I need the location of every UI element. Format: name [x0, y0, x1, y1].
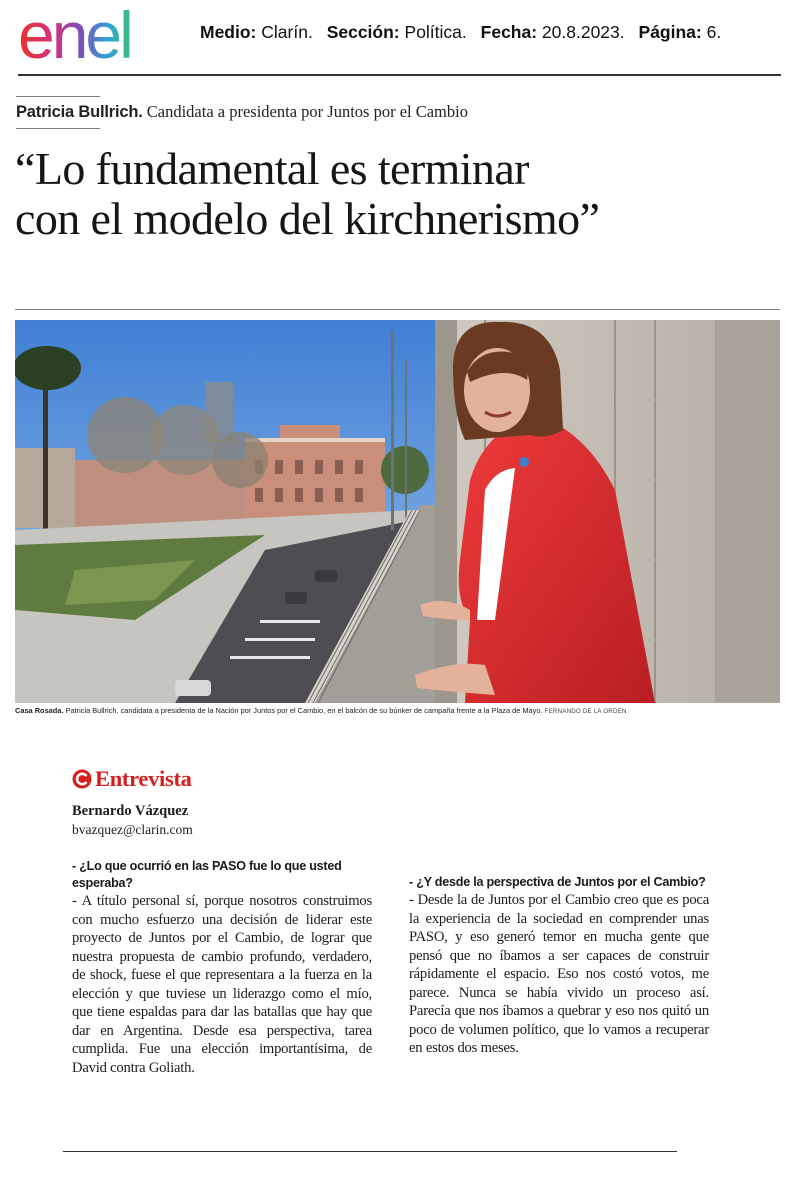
kicker-rule-top	[16, 96, 100, 97]
article-column-left	[72, 858, 372, 1098]
fecha-label: Fecha:	[480, 22, 538, 42]
article-kicker	[16, 102, 468, 122]
caption-place: Casa Rosada.	[15, 706, 64, 715]
answer-1: - A título personal sí, porque nosotros construimos con mucho esfuerzo una decisión de liderar este proyecto de Juntos por el Cambio, de lograr que nuestra propuesta de cambio profundo, verdadero, de shock, fuese el que representara a la fuerza en la elección y que tuviese un liderazgo como el mío, que tiene espaldas para dar las batallas que hay que dar en Argentina. Desde esa perspectiva, tarea cumplida. Fue una elección importantísima, de David contra Goliath.	[72, 893, 372, 1076]
medio-value: Clarín.	[261, 22, 313, 42]
article-photo	[15, 320, 780, 703]
medio-label: Medio:	[200, 22, 257, 42]
seccion-label: Sección:	[326, 22, 400, 42]
pagina-label: Página:	[638, 22, 702, 42]
svg-text:enel: enel	[18, 4, 131, 68]
headline-divider	[15, 309, 780, 310]
question-1: - ¿Lo que ocurrió en las PASO fue lo que usted esperaba?	[72, 859, 342, 890]
footer-divider	[63, 1151, 677, 1152]
headline-line-2: con el modelo del kirchnerismo”	[15, 193, 600, 244]
article-column-right	[409, 874, 709, 1058]
section-label: Entrevista	[95, 766, 192, 791]
kicker-role: Candidata a presidenta por Juntos por el Cambio	[146, 102, 468, 121]
answer-2: - Desde la de Juntos por el Cambio creo que es poca la experiencia de la sociedad en comprender unas PASO, y eso generó temor en mucha gente que pensó que no íbamos a ser capaces de construir rápidamente el espacio. Eso nos costó votos, me parece. Nunca se había vivido un proceso así. Parecía que nos íbamos a quebrar y eso nos quitó un poco de volumen político, que lo vamos a recuperar en estos dos meses.	[409, 892, 709, 1056]
clarin-c-icon	[72, 769, 92, 789]
column-fade	[72, 1086, 372, 1102]
question-2: - ¿Y desde la perspectiva de Juntos por el Cambio?	[409, 875, 706, 889]
article-headline	[15, 144, 775, 244]
clipping-metadata	[200, 22, 721, 43]
headline-line-1: “Lo fundamental es terminar	[15, 143, 529, 194]
pagina-value: 6.	[706, 22, 722, 42]
seccion-value: Política.	[404, 22, 467, 42]
photo-credit: FERNANDO DE LA ORDEN	[544, 708, 627, 715]
enel-logo	[18, 4, 183, 68]
fecha-value: 20.8.2023.	[541, 22, 625, 42]
header-divider	[18, 74, 781, 76]
clipping-header	[0, 0, 800, 76]
photo-caption	[15, 706, 785, 715]
kicker-rule-bottom	[16, 128, 100, 129]
author-name: Bernardo Vázquez	[72, 803, 189, 819]
kicker-name: Patricia Bullrich.	[16, 103, 143, 121]
caption-text: Patricia Bullrich, candidata a presidenta de la Nación por Juntos por el Cambio, en el balcón de su búnker de campaña frente a la Plaza de Mayo.	[65, 706, 543, 715]
author-email: bvazquez@clarin.com	[72, 822, 193, 837]
